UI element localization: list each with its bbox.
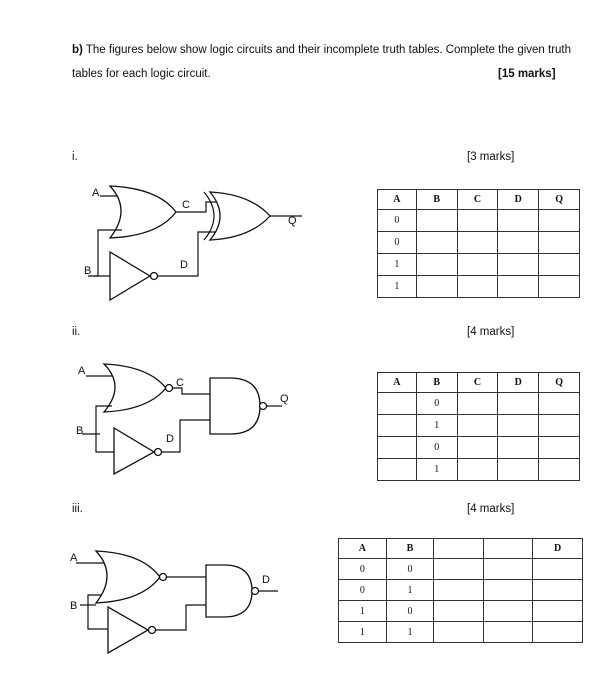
- table-cell[interactable]: [483, 559, 533, 580]
- nand-bubble: [252, 588, 259, 595]
- table-cell[interactable]: [378, 415, 417, 437]
- header-cell: C: [457, 373, 498, 393]
- table-cell[interactable]: 0: [339, 580, 387, 601]
- table-cell[interactable]: [498, 210, 539, 232]
- not-bubble: [155, 449, 162, 456]
- label-q: Q: [288, 215, 297, 227]
- header-cell: [483, 539, 533, 559]
- and-bubble: [260, 403, 267, 410]
- table-cell[interactable]: [539, 276, 580, 298]
- table-cell[interactable]: [434, 601, 484, 622]
- table-cell[interactable]: [457, 393, 498, 415]
- header-cell: [434, 539, 484, 559]
- table-cell[interactable]: [483, 580, 533, 601]
- circuit-i: [70, 180, 320, 310]
- table-cell[interactable]: 1: [416, 459, 457, 481]
- table-row: [378, 415, 580, 437]
- question-line-2: tables for each logic circuit.: [72, 68, 211, 80]
- label-q: Q: [280, 393, 289, 405]
- header-cell: B: [416, 190, 457, 210]
- label-d: D: [180, 259, 188, 271]
- table-row: [378, 254, 580, 276]
- table-cell[interactable]: 1: [416, 415, 457, 437]
- table-cell[interactable]: 0: [339, 559, 387, 580]
- table-cell[interactable]: [457, 254, 498, 276]
- part-i-marks: [3 marks]: [467, 151, 515, 163]
- table-row: [339, 580, 583, 601]
- table-row: [339, 622, 583, 643]
- header-cell: D: [498, 190, 539, 210]
- table-row: [378, 437, 580, 459]
- table-cell[interactable]: [498, 254, 539, 276]
- table-cell[interactable]: [498, 415, 539, 437]
- wire-b-to-not: [96, 434, 114, 452]
- table-cell[interactable]: 1: [386, 580, 434, 601]
- table-cell[interactable]: [539, 459, 580, 481]
- table-cell[interactable]: [498, 393, 539, 415]
- table-cell[interactable]: 0: [378, 210, 417, 232]
- header-cell: D: [533, 539, 583, 559]
- header-cell: B: [416, 373, 457, 393]
- table-row: [378, 276, 580, 298]
- table-cell[interactable]: [483, 622, 533, 643]
- table-cell[interactable]: [378, 459, 417, 481]
- table-cell[interactable]: 1: [339, 622, 387, 643]
- label-a: A: [70, 552, 78, 564]
- header-cell: A: [378, 190, 417, 210]
- not-bubble: [149, 627, 156, 634]
- header-cell: Q: [539, 373, 580, 393]
- table-cell[interactable]: 0: [416, 393, 457, 415]
- table-cell[interactable]: [434, 580, 484, 601]
- not-bubble: [151, 273, 158, 280]
- table-cell[interactable]: [498, 276, 539, 298]
- table-cell[interactable]: [434, 559, 484, 580]
- table-cell[interactable]: [533, 601, 583, 622]
- label-b: B: [84, 265, 92, 277]
- truth-table-ii: [377, 372, 580, 481]
- and-gate: [210, 378, 260, 434]
- or-gate: [104, 364, 166, 412]
- table-cell[interactable]: [533, 622, 583, 643]
- part-ii-label: ii.: [72, 326, 81, 338]
- truth-table-i: [377, 189, 580, 298]
- table-cell[interactable]: [539, 415, 580, 437]
- table-cell[interactable]: 0: [386, 601, 434, 622]
- table-row: [378, 210, 580, 232]
- table-cell[interactable]: [416, 210, 457, 232]
- header-cell: C: [457, 190, 498, 210]
- table-cell[interactable]: 0: [386, 559, 434, 580]
- question-line-1: [72, 44, 571, 56]
- table-cell[interactable]: [539, 210, 580, 232]
- label-c: C: [182, 199, 190, 211]
- table-cell[interactable]: [457, 459, 498, 481]
- header-cell: A: [339, 539, 387, 559]
- table-cell[interactable]: [457, 232, 498, 254]
- table-cell[interactable]: 1: [378, 254, 417, 276]
- label-a: A: [92, 187, 100, 199]
- or-gate: [96, 551, 160, 603]
- table-cell[interactable]: [498, 459, 539, 481]
- table-cell[interactable]: 1: [378, 276, 417, 298]
- wire-not-out: [156, 605, 206, 630]
- table-cell[interactable]: [539, 437, 580, 459]
- table-cell[interactable]: 0: [378, 232, 417, 254]
- label-a: A: [78, 365, 86, 377]
- table-row: [378, 459, 580, 481]
- table-cell[interactable]: [498, 232, 539, 254]
- table-cell[interactable]: [539, 254, 580, 276]
- table-cell[interactable]: 1: [339, 601, 387, 622]
- xor-curve: [204, 192, 214, 240]
- table-cell[interactable]: [378, 393, 417, 415]
- table-cell[interactable]: [434, 622, 484, 643]
- label-b: B: [76, 425, 84, 437]
- table-cell[interactable]: [539, 232, 580, 254]
- table-cell[interactable]: [378, 437, 417, 459]
- or-bubble: [160, 574, 167, 581]
- not-gate: [110, 252, 150, 300]
- part-iii-marks: [4 marks]: [467, 503, 515, 515]
- table-cell[interactable]: [457, 210, 498, 232]
- table-cell[interactable]: [533, 559, 583, 580]
- header-cell: A: [378, 373, 417, 393]
- table-cell[interactable]: [416, 276, 457, 298]
- part-iii-label: iii.: [72, 503, 83, 515]
- table-cell[interactable]: [498, 437, 539, 459]
- or-bubble: [166, 385, 173, 392]
- label-d: D: [166, 433, 174, 445]
- table-row: [378, 393, 580, 415]
- header-cell: D: [498, 373, 539, 393]
- label-c: C: [176, 377, 184, 389]
- label-d: D: [262, 574, 270, 586]
- part-ii-marks: [4 marks]: [467, 326, 515, 338]
- table-cell[interactable]: [457, 415, 498, 437]
- part-i-label: i.: [72, 151, 78, 163]
- not-gate: [114, 428, 154, 474]
- table-cell[interactable]: [457, 437, 498, 459]
- header-cell: B: [386, 539, 434, 559]
- table-cell[interactable]: [416, 254, 457, 276]
- total-marks: [15 marks]: [498, 68, 556, 80]
- table-row: [339, 559, 583, 580]
- table-row: [339, 601, 583, 622]
- table-cell[interactable]: 0: [416, 437, 457, 459]
- header-cell: Q: [539, 190, 580, 210]
- question-text-1: The figures below show logic circuits and their incomplete truth tables. Complete the given truth: [85, 44, 572, 56]
- table-cell[interactable]: [483, 601, 533, 622]
- table-cell[interactable]: [533, 580, 583, 601]
- table-cell[interactable]: [539, 393, 580, 415]
- or-gate-2: [210, 192, 270, 240]
- wire-b-to-not: [88, 605, 108, 629]
- question-prefix: b): [72, 44, 83, 56]
- table-cell[interactable]: [416, 232, 457, 254]
- table-cell[interactable]: 1: [386, 622, 434, 643]
- nand-gate: [206, 565, 252, 617]
- circuit-iii: [66, 545, 316, 665]
- table-cell[interactable]: [457, 276, 498, 298]
- circuit-ii: [70, 360, 320, 480]
- not-gate: [108, 607, 148, 653]
- table-row: [378, 232, 580, 254]
- label-b: B: [70, 600, 78, 612]
- truth-table-iii: [338, 538, 583, 643]
